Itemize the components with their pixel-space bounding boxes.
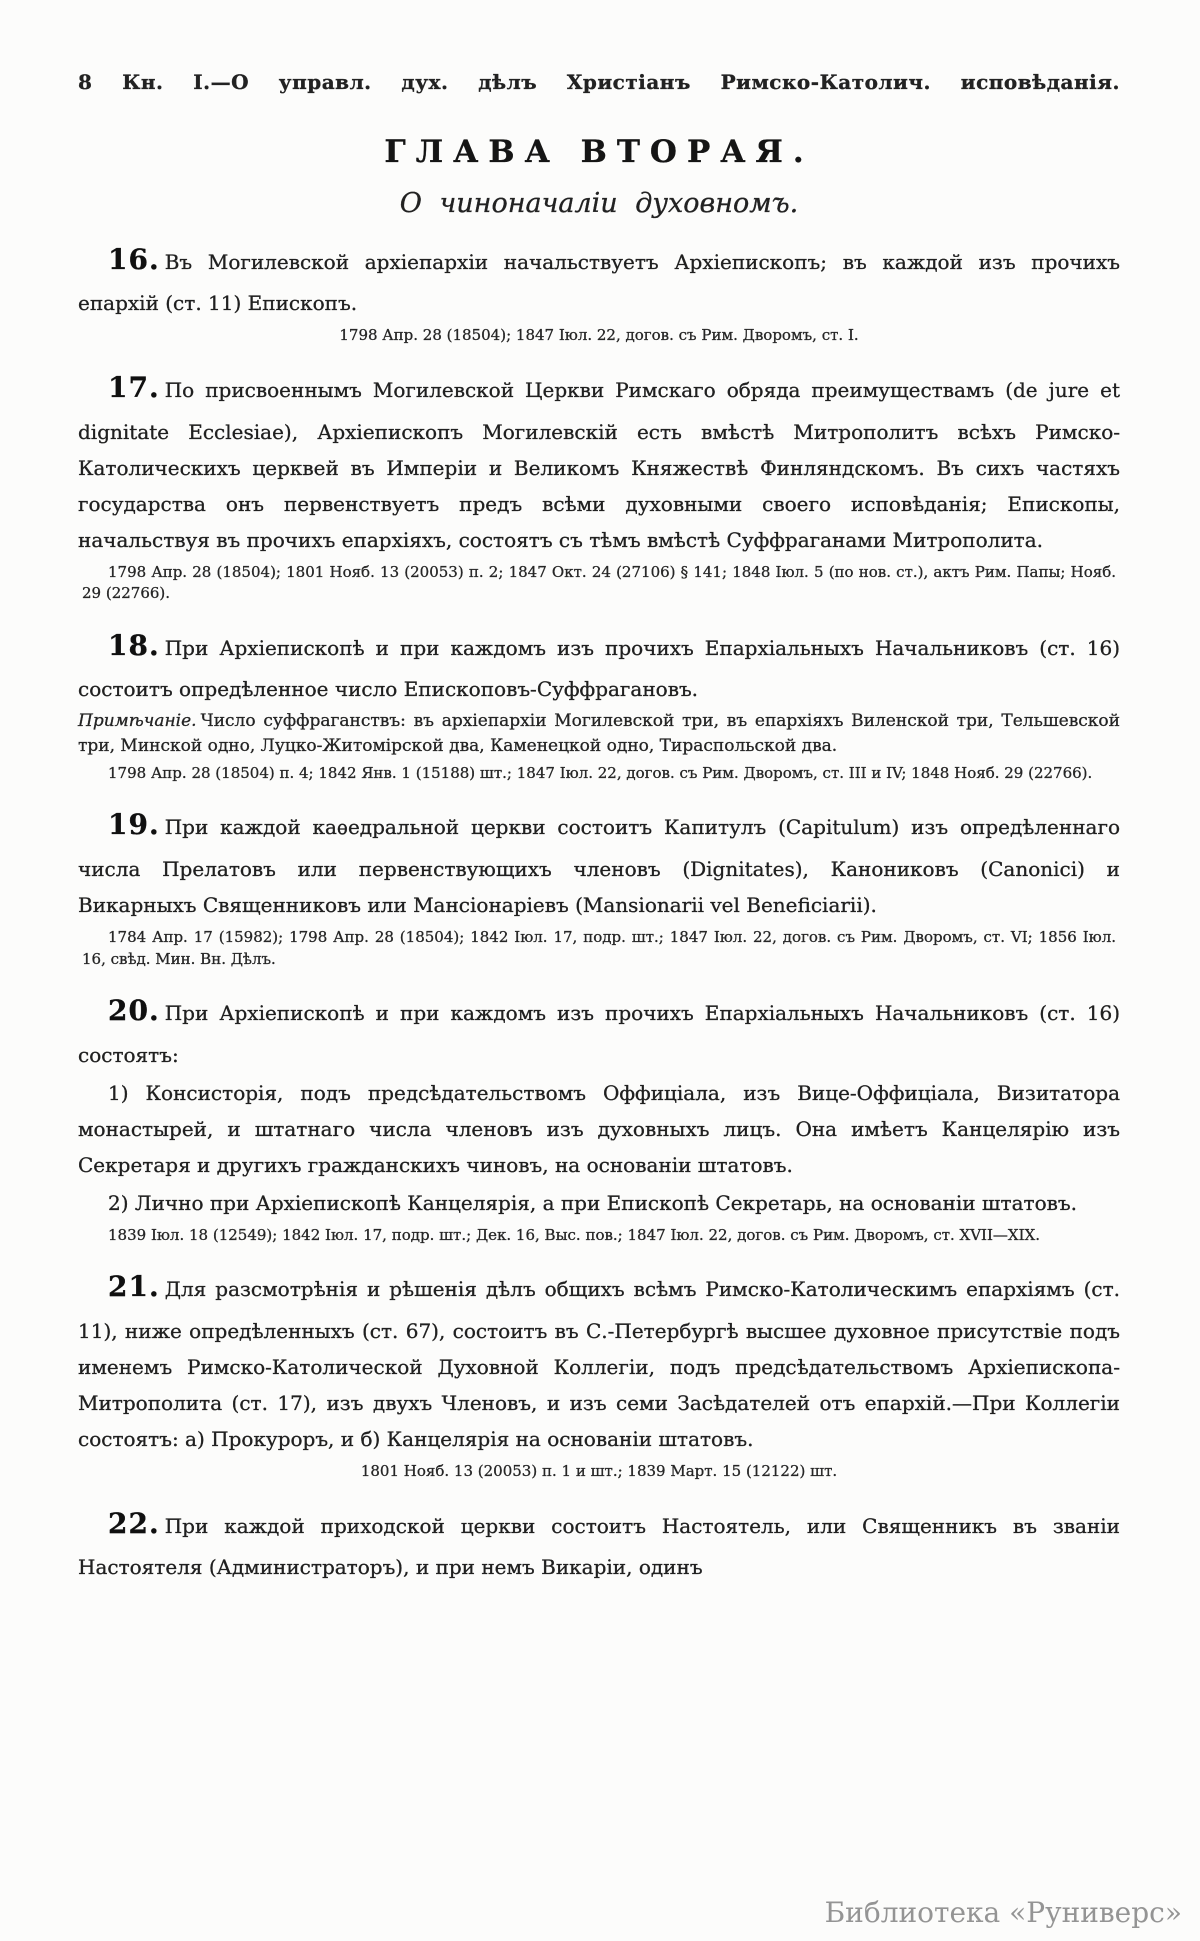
- article-17: [78, 363, 1120, 605]
- article-number: 16.: [108, 243, 160, 276]
- article-19: [78, 800, 1120, 970]
- runivers-watermark: Библиотека «Руниверс»: [824, 1896, 1182, 1929]
- article-text: При Архіепископѣ и при каждомъ изъ прочихъ Епархіальныхъ Начальниковъ (ст. 16) состоятъ:: [78, 1001, 1120, 1067]
- article-citation: 1798 Апр. 28 (18504); 1801 Нояб. 13 (20053) п. 2; 1847 Окт. 24 (27106) § 141; 1848 Іюл. 5 (по нов. ст.), актъ Рим. Папы; Нояб. 29 (22766).: [82, 562, 1116, 603]
- chapter-subtitle: О чиноначаліи духовномъ.: [399, 188, 799, 219]
- article-citation: 1798 Апр. 28 (18504) п. 4; 1842 Янв. 1 (15188) шт.; 1847 Іюл. 22, догов. съ Рим. Дворомъ, ст. III и IV; 1848 Нояб. 29 (22766).: [108, 763, 1093, 782]
- article-number: 17.: [108, 371, 160, 405]
- article-text: При каждой каѳедральной церкви состоитъ Капитулъ (Capitulum) изъ опредѣленнаго числа Прелатовъ или первенствующихъ членовъ (Dignitates), Канониковъ (Canonici) и Викарныхъ Священниковъ или Мансіонаріевъ (Mansionarii vel Beneficiarii).: [78, 815, 1120, 917]
- article-paragraph: [78, 363, 1120, 557]
- article-number: 18.: [108, 629, 160, 663]
- article-number: 20.: [108, 994, 160, 1028]
- article-21: [78, 1262, 1120, 1482]
- article-text: По присвоеннымъ Могилевской Церкви Римскаго обряда преимуществамъ (de jure et dignitate Ecclesiae), Архіепископъ Могилевскій есть вмѣстѣ Митрополитъ всѣхъ Римско-Католическихъ церквей въ Имперіи и Великомъ Княжествѣ Финляндскомъ. Въ сихъ частяхъ государства онъ первенствуетъ предъ всѣми духовными своего исповѣданія; Епископы, начальствуя въ прочихъ епархіяхъ, состоятъ съ тѣмъ вмѣстѣ Суффраганами Митрополита.: [78, 378, 1120, 552]
- article-citation: 1801 Нояб. 13 (20053) п. 1 и шт.; 1839 Март. 15 (12122) шт.: [360, 1461, 838, 1480]
- article-text: Въ Могилевской архіепархіи начальствуетъ Архіепископъ; въ каждой изъ прочихъ епархій (ст. 11) Епископъ.: [78, 250, 1120, 316]
- article-number: 22.: [108, 1506, 160, 1540]
- article-number: 19.: [108, 808, 160, 842]
- article-paragraph: 2) Лично при Архіепископѣ Канцелярія, а при Епископѣ Секретарь, на основаніи штатовъ.: [108, 1190, 1077, 1215]
- article-note: [78, 709, 1120, 758]
- chapter-title: ГЛАВА ВТОРАЯ.: [384, 134, 814, 170]
- running-header: 8 Кн. I.—О управл. дух. дѣлъ Христіанъ Римско-Католич. исповѣданія.: [78, 70, 1120, 94]
- article-citation: 1839 Іюл. 18 (12549); 1842 Іюл. 17, подр. шт.; Дек. 16, Выс. пов.; 1847 Іюл. 22, догов. съ Рим. Дворомъ, ст. XVII—XIX.: [108, 1225, 1040, 1244]
- article-paragraph: [78, 1262, 1120, 1456]
- article-22: [78, 1499, 1120, 1585]
- article-citation: 1784 Апр. 17 (15982); 1798 Апр. 28 (18504); 1842 Іюл. 17, подр. шт.; 1847 Іюл. 22, догов. съ Рим. Дворомъ, ст. VI; 1856 Іюл. 16, свѣд. Мин. Вн. Дѣлъ.: [82, 927, 1116, 968]
- article-paragraph: [78, 235, 1120, 321]
- article-paragraph: [78, 1499, 1120, 1585]
- note-text: Число суффраганствъ: въ архіепархіи Могилевской три, въ епархіяхъ Виленской три, Тельшевской три, Минской одно, Луцко-Житомірской два, Каменецкой одно, Тираспольской два.: [78, 711, 1120, 757]
- article-text: Для разсмотрѣнія и рѣшенія дѣлъ общихъ всѣмъ Римско-Католическимъ епархіямъ (ст. 11), ниже опредѣленныхъ (ст. 67), состоитъ въ С.-Петербургѣ высшее духовное присутствіе подъ именемъ Римско-Католической Духовной Коллегіи, подъ предсѣдательствомъ Архіепископа-Митрополита (ст. 17), изъ двухъ Членовъ, и изъ семи Засѣдателей отъ епархій.—При Коллегіи состоятъ: а) Прокуроръ, и б) Канцелярія на основаніи штатовъ.: [78, 1277, 1120, 1451]
- article-number: 21.: [108, 1270, 160, 1304]
- article-20: [78, 986, 1120, 1246]
- article-18: [78, 621, 1120, 784]
- article-citation: 1798 Апр. 28 (18504); 1847 Іюл. 22, догов. съ Рим. Дворомъ, ст. I.: [339, 326, 859, 345]
- article-text: При каждой приходской церкви состоитъ Настоятель, или Священникъ въ званіи Настоятеля (Администраторъ), и при немъ Викаріи, одинъ: [78, 1513, 1120, 1580]
- article-paragraph: [78, 986, 1120, 1072]
- article-16: [78, 235, 1120, 347]
- article-paragraph: 1) Консисторія, подъ предсѣдательствомъ Оффиціала, изъ Вице-Оффиціала, Визитатора монастырей, и штатнаго числа членовъ изъ духовныхъ лицъ. Она имѣетъ Канцелярію изъ Секретаря и другихъ гражданскихъ чиновъ, на основаніи штатовъ.: [78, 1080, 1120, 1177]
- article-paragraph: [78, 800, 1120, 922]
- article-text: При Архіепископѣ и при каждомъ изъ прочихъ Епархіальныхъ Начальниковъ (ст. 16) состоитъ опредѣленное число Епископовъ-Суффрагановъ.: [78, 636, 1120, 702]
- article-paragraph: [78, 621, 1120, 707]
- note-label: Примѣчаніе.: [78, 711, 197, 732]
